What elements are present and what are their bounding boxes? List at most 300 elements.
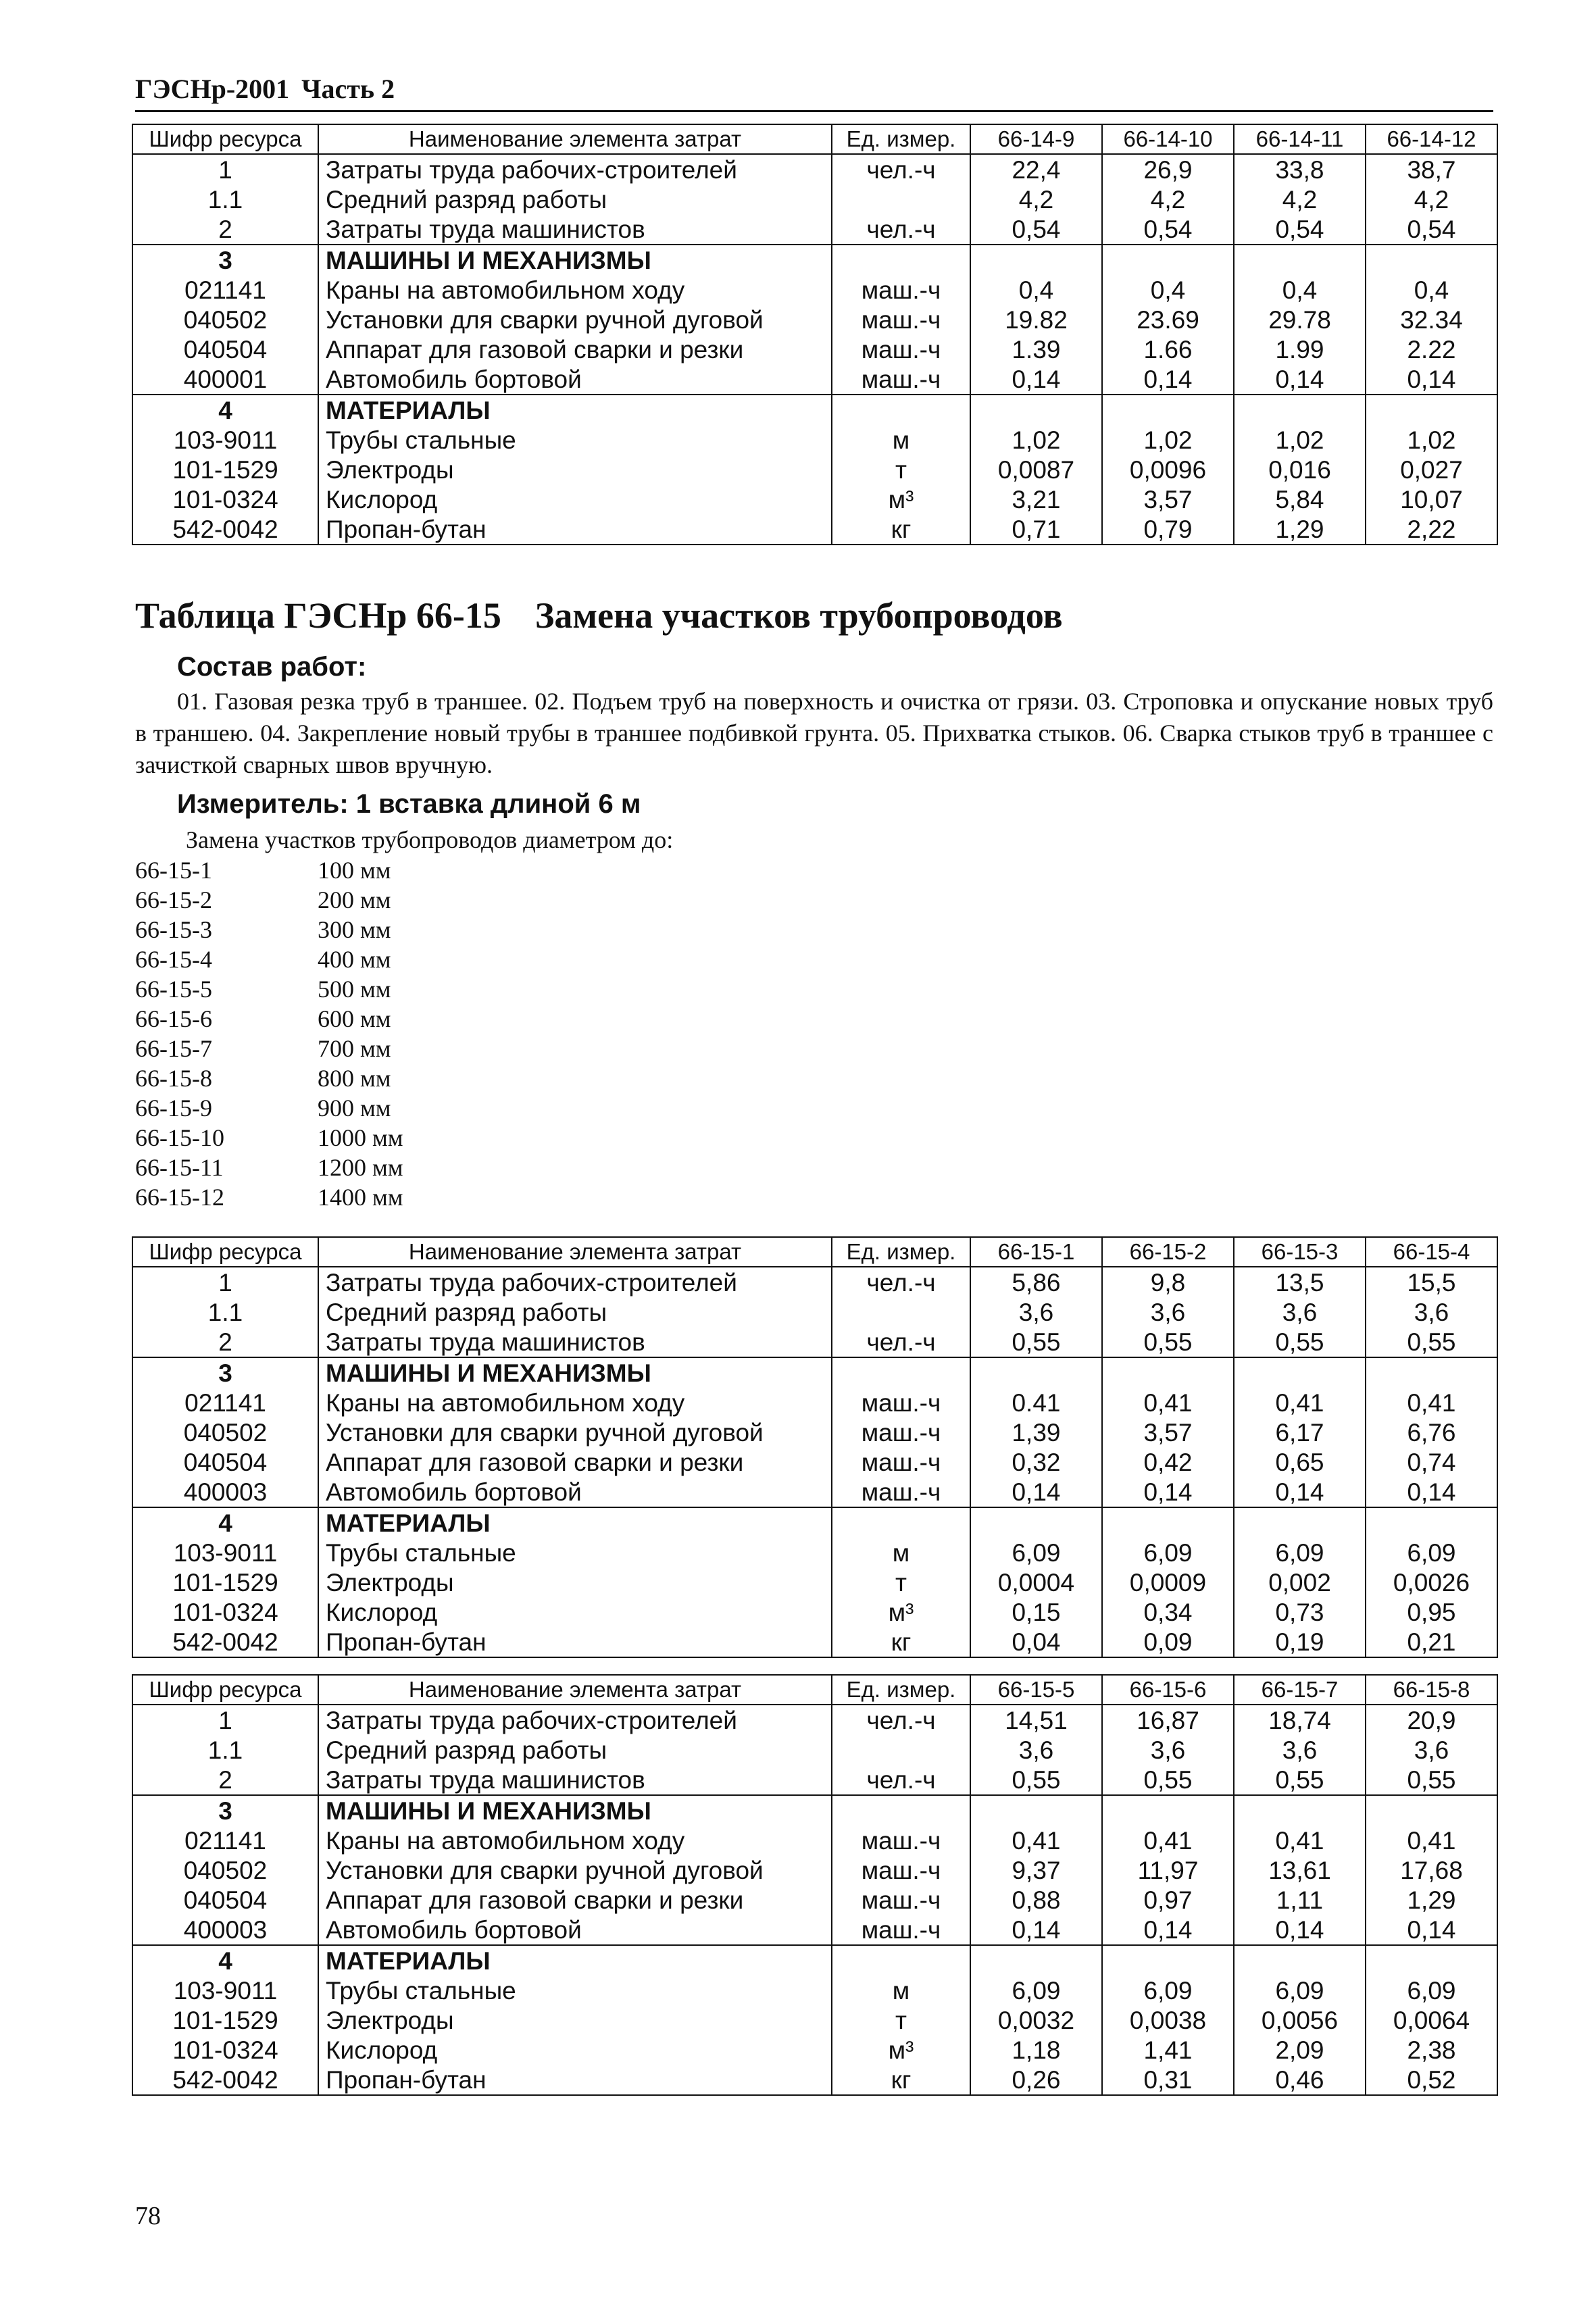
table-row <box>132 364 1497 395</box>
resource-table-66-14 <box>132 124 1498 545</box>
variant-diameter: 1200 мм <box>318 1154 403 1181</box>
unit-cell: маш.-ч <box>832 1826 970 1855</box>
norm-value-cell: 0,14 <box>1102 1477 1234 1507</box>
unit-cell: маш.-ч <box>832 1417 970 1447</box>
norm-value-cell: 0,0056 <box>1234 2005 1366 2035</box>
column-header-unit: Ед. измер. <box>832 124 970 154</box>
norm-value-cell: 3,6 <box>1234 1735 1366 1765</box>
variant-code: 66-15-5 <box>135 976 212 1003</box>
unit-cell: кг <box>832 1627 970 1657</box>
list-item <box>135 1123 541 1153</box>
norm-value-cell: 0,0026 <box>1366 1567 1497 1597</box>
norm-value-cell: 0,4 <box>970 275 1102 305</box>
table-row <box>132 1477 1497 1507</box>
cost-element-cell: Затраты труда рабочих-строителей <box>318 1267 832 1297</box>
unit-cell <box>832 1507 970 1538</box>
variant-code: 66-15-10 <box>135 1124 224 1151</box>
norm-value-cell: 1,29 <box>1366 1885 1497 1915</box>
norm-value-cell: 0,002 <box>1234 1567 1366 1597</box>
table-group-row <box>132 395 1497 425</box>
resource-code-cell: 2 <box>132 1327 318 1357</box>
variant-code: 66-15-9 <box>135 1095 212 1122</box>
norm-value-cell: 0,55 <box>970 1765 1102 1795</box>
unit-cell: маш.-ч <box>832 364 970 395</box>
norm-value-cell: 0,14 <box>970 1477 1102 1507</box>
resource-code-cell: 542-0042 <box>132 1627 318 1657</box>
variant-code: 66-15-1 <box>135 857 212 884</box>
resource-code-cell: 021141 <box>132 275 318 305</box>
unit-cell: чел.-ч <box>832 1327 970 1357</box>
norm-value-cell: 33,8 <box>1234 154 1366 184</box>
norm-value-cell: 0,41 <box>970 1826 1102 1855</box>
unit-cell: кг <box>832 2065 970 2095</box>
norm-value-cell: 1,29 <box>1234 514 1366 545</box>
norm-value-cell: 0,0096 <box>1102 455 1234 484</box>
cost-element-cell: Краны на автомобильном ходу <box>318 275 832 305</box>
resource-code-cell: 103-9011 <box>132 1538 318 1567</box>
norm-value-cell: 17,68 <box>1366 1855 1497 1885</box>
cost-element-cell: Средний разряд работы <box>318 184 832 214</box>
cost-element-cell: Затраты труда рабочих-строителей <box>318 154 832 184</box>
norm-value-cell: 0,4 <box>1102 275 1234 305</box>
norm-value-cell: 0,73 <box>1234 1597 1366 1627</box>
cost-element-cell: Пропан-бутан <box>318 2065 832 2095</box>
column-header-norm: 66-14-10 <box>1102 124 1234 154</box>
unit-cell: маш.-ч <box>832 1447 970 1477</box>
unit-cell: м³ <box>832 484 970 514</box>
table-row <box>132 2035 1497 2065</box>
norm-value-cell: 0,97 <box>1102 1885 1234 1915</box>
column-header-code: Шифр ресурса <box>132 1237 318 1267</box>
table-header-row <box>132 1237 1497 1267</box>
resource-code-cell: 040504 <box>132 1885 318 1915</box>
list-item <box>135 1153 541 1182</box>
variant-code: 66-15-11 <box>135 1154 224 1181</box>
cost-element-cell: Электроды <box>318 455 832 484</box>
table-row <box>132 1826 1497 1855</box>
unit-cell: м³ <box>832 1597 970 1627</box>
norm-value-cell: 1,02 <box>970 425 1102 455</box>
norm-value-cell <box>970 1945 1102 1976</box>
column-header-norm: 66-15-3 <box>1234 1237 1366 1267</box>
unit-cell: маш.-ч <box>832 1388 970 1417</box>
table-row <box>132 2005 1497 2035</box>
resource-code-cell: 400001 <box>132 364 318 395</box>
resource-code-cell: 400003 <box>132 1477 318 1507</box>
unit-cell: маш.-ч <box>832 305 970 334</box>
table-row <box>132 1976 1497 2005</box>
cost-element-cell: Кислород <box>318 484 832 514</box>
table-row <box>132 334 1497 364</box>
norm-value-cell: 0,34 <box>1102 1597 1234 1627</box>
table-row <box>132 154 1497 184</box>
norm-value-cell <box>1234 1945 1366 1976</box>
norm-value-cell <box>970 1795 1102 1826</box>
table-row <box>132 1417 1497 1447</box>
norm-value-cell: 1.99 <box>1234 334 1366 364</box>
table-row <box>132 1538 1497 1567</box>
norm-value-cell: 1,18 <box>970 2035 1102 2065</box>
norm-value-cell: 0,55 <box>1234 1765 1366 1795</box>
unit-cell: т <box>832 2005 970 2035</box>
norm-value-cell: 0,0087 <box>970 455 1102 484</box>
column-header-name: Наименование элемента затрат <box>318 1675 832 1705</box>
unit-cell: чел.-ч <box>832 154 970 184</box>
unit-cell: маш.-ч <box>832 1477 970 1507</box>
resource-table-66-15-1-4 <box>132 1236 1498 1658</box>
unit-cell: чел.-ч <box>832 1705 970 1735</box>
variant-diameter: 100 мм <box>318 857 391 884</box>
norm-value-cell: 0,55 <box>1366 1765 1497 1795</box>
unit-cell: маш.-ч <box>832 1915 970 1945</box>
norm-value-cell: 3,6 <box>1102 1297 1234 1327</box>
norm-value-cell: 18,74 <box>1234 1705 1366 1735</box>
norm-value-cell: 1,02 <box>1234 425 1366 455</box>
column-header-norm: 66-15-2 <box>1102 1237 1234 1267</box>
norm-value-cell <box>1366 1507 1497 1538</box>
cost-element-cell: Пропан-бутан <box>318 514 832 545</box>
norm-value-cell: 0,14 <box>1234 1477 1366 1507</box>
norm-value-cell: 10,07 <box>1366 484 1497 514</box>
norm-value-cell: 0,21 <box>1366 1627 1497 1657</box>
norm-value-cell: 26,9 <box>1102 154 1234 184</box>
unit-cell <box>832 1945 970 1976</box>
norm-value-cell: 0,09 <box>1102 1627 1234 1657</box>
section-title-prefix: Таблица ГЭСНр 66-15 <box>135 595 501 636</box>
resource-code-cell: 1 <box>132 154 318 184</box>
resource-code-cell: 101-1529 <box>132 455 318 484</box>
norm-value-cell: 0,54 <box>970 214 1102 245</box>
norm-value-cell: 2,09 <box>1234 2035 1366 2065</box>
cost-element-cell: Установки для сварки ручной дуговой <box>318 1417 832 1447</box>
table-header-row <box>132 124 1497 154</box>
norm-value-cell <box>970 245 1102 275</box>
cost-element-cell: МАШИНЫ И МЕХАНИЗМЫ <box>318 245 832 275</box>
column-header-norm: 66-15-8 <box>1366 1675 1497 1705</box>
norm-value-cell: 6,09 <box>1102 1538 1234 1567</box>
cost-element-cell: Автомобиль бортовой <box>318 364 832 395</box>
cost-element-cell: Кислород <box>318 1597 832 1627</box>
norm-value-cell <box>1234 1795 1366 1826</box>
norm-value-cell: 0,46 <box>1234 2065 1366 2095</box>
norm-value-cell: 9,8 <box>1102 1267 1234 1297</box>
cost-element-cell: МАТЕРИАЛЫ <box>318 1945 832 1976</box>
variant-diameter: 200 мм <box>318 886 391 913</box>
resource-code-cell: 103-9011 <box>132 1976 318 2005</box>
resource-code-cell: 021141 <box>132 1388 318 1417</box>
table-group-row <box>132 1795 1497 1826</box>
norm-value-cell: 13,61 <box>1234 1855 1366 1885</box>
norm-value-cell: 0,4 <box>1234 275 1366 305</box>
table-group-row <box>132 1357 1497 1388</box>
variant-diameter: 800 мм <box>318 1065 391 1092</box>
table-row <box>132 1567 1497 1597</box>
norm-value-cell: 0,74 <box>1366 1447 1497 1477</box>
column-header-norm: 66-14-12 <box>1366 124 1497 154</box>
unit-cell: м <box>832 425 970 455</box>
table-header-row <box>132 1675 1497 1705</box>
cost-element-cell: Кислород <box>318 2035 832 2065</box>
section-title-name: Замена участков трубопроводов <box>534 595 1063 636</box>
norm-value-cell: 29.78 <box>1234 305 1366 334</box>
table-row <box>132 1327 1497 1357</box>
table-group-row <box>132 1507 1497 1538</box>
norm-value-cell <box>1102 1507 1234 1538</box>
norm-value-cell: 0,55 <box>1234 1327 1366 1357</box>
unit-cell: чел.-ч <box>832 1267 970 1297</box>
norm-value-cell: 4,2 <box>1102 184 1234 214</box>
norm-value-cell: 2,38 <box>1366 2035 1497 2065</box>
diameter-intro: Замена участков трубопроводов диаметром до: <box>186 826 674 853</box>
table-row <box>132 514 1497 545</box>
table-row <box>132 1705 1497 1735</box>
variant-code: 66-15-3 <box>135 916 212 943</box>
column-header-norm: 66-15-7 <box>1234 1675 1366 1705</box>
table-row <box>132 214 1497 245</box>
norm-value-cell: 0,15 <box>970 1597 1102 1627</box>
resource-code-cell: 400003 <box>132 1915 318 1945</box>
variant-diameter: 700 мм <box>318 1035 391 1062</box>
column-header-norm: 66-15-6 <box>1102 1675 1234 1705</box>
cost-element-cell: Средний разряд работы <box>318 1735 832 1765</box>
norm-value-cell <box>1102 1795 1234 1826</box>
cost-element-cell: Автомобиль бортовой <box>318 1477 832 1507</box>
norm-value-cell: 6,09 <box>970 1538 1102 1567</box>
norm-value-cell: 0,41 <box>1234 1826 1366 1855</box>
norm-value-cell: 0,14 <box>1366 1477 1497 1507</box>
measure-unit: Измеритель: 1 вставка длиной 6 м <box>177 789 641 819</box>
cost-element-cell: Затраты труда машинистов <box>318 1327 832 1357</box>
norm-value-cell: 0,14 <box>1102 364 1234 395</box>
table-row <box>132 1855 1497 1885</box>
norm-value-cell: 1,11 <box>1234 1885 1366 1915</box>
table-row <box>132 1297 1497 1327</box>
norm-value-cell: 0,88 <box>970 1885 1102 1915</box>
norm-value-cell: 3,6 <box>1366 1735 1497 1765</box>
resource-table-66-15-5-8 <box>132 1674 1498 2096</box>
work-composition-text: 01. Газовая резка труб в траншее. 02. Подъем труб на поверхность и очистка от грязи. 03. Строповка и опускание новых труб в траншею. 04. Закрепление новый трубы в траншее подбивкой грунта. 05. Прихватка стыков. 06. Сварка стыков труб в траншее с зачисткой сварных швов вручную. <box>135 688 1493 778</box>
norm-value-cell: 6,09 <box>1102 1976 1234 2005</box>
cost-element-cell: МАТЕРИАЛЫ <box>318 1507 832 1538</box>
column-header-code: Шифр ресурса <box>132 124 318 154</box>
norm-value-cell: 0,32 <box>970 1447 1102 1477</box>
norm-value-cell: 0,41 <box>1366 1826 1497 1855</box>
norm-value-cell: 0,0032 <box>970 2005 1102 2035</box>
cost-element-cell: Краны на автомобильном ходу <box>318 1388 832 1417</box>
section-title <box>135 595 1063 636</box>
table-row <box>132 2065 1497 2095</box>
norm-value-cell: 0,79 <box>1102 514 1234 545</box>
norm-value-cell: 0,54 <box>1234 214 1366 245</box>
cost-element-cell: МАТЕРИАЛЫ <box>318 395 832 425</box>
resource-code-cell: 4 <box>132 395 318 425</box>
column-header-name: Наименование элемента затрат <box>318 124 832 154</box>
norm-value-cell: 0,0009 <box>1102 1567 1234 1597</box>
table-row <box>132 305 1497 334</box>
variant-diameter: 300 мм <box>318 916 391 943</box>
column-header-norm: 66-15-4 <box>1366 1237 1497 1267</box>
column-header-norm: 66-15-1 <box>970 1237 1102 1267</box>
resource-code-cell: 1.1 <box>132 1735 318 1765</box>
norm-value-cell: 0,65 <box>1234 1447 1366 1477</box>
list-item <box>135 1004 541 1034</box>
norm-value-cell: 0,55 <box>1366 1327 1497 1357</box>
table-row <box>132 1267 1497 1297</box>
resource-code-cell: 2 <box>132 214 318 245</box>
variant-code: 66-15-4 <box>135 946 212 973</box>
norm-value-cell: 0,0064 <box>1366 2005 1497 2035</box>
unit-cell <box>832 245 970 275</box>
norm-value-cell: 9,37 <box>970 1855 1102 1885</box>
norm-value-cell <box>1234 395 1366 425</box>
column-header-norm: 66-14-9 <box>970 124 1102 154</box>
cost-element-cell: Аппарат для газовой сварки и резки <box>318 1885 832 1915</box>
table-row <box>132 425 1497 455</box>
norm-value-cell <box>1366 1357 1497 1388</box>
resource-code-cell: 101-1529 <box>132 2005 318 2035</box>
resource-code-cell: 3 <box>132 245 318 275</box>
norm-value-cell: 0,14 <box>970 1915 1102 1945</box>
norm-value-cell: 1,02 <box>1366 425 1497 455</box>
column-header-norm: 66-14-11 <box>1234 124 1366 154</box>
table-row <box>132 1915 1497 1945</box>
table-row <box>132 1885 1497 1915</box>
table-row <box>132 1765 1497 1795</box>
norm-value-cell: 0,4 <box>1366 275 1497 305</box>
norm-value-cell: 0,26 <box>970 2065 1102 2095</box>
variant-code: 66-15-12 <box>135 1184 224 1211</box>
norm-value-cell <box>1234 1507 1366 1538</box>
norm-value-cell: 0,55 <box>1102 1765 1234 1795</box>
resource-code-cell: 021141 <box>132 1826 318 1855</box>
table-row <box>132 275 1497 305</box>
norm-value-cell: 0,71 <box>970 514 1102 545</box>
norm-value-cell: 0,55 <box>1102 1327 1234 1357</box>
norm-value-cell: 14,51 <box>970 1705 1102 1735</box>
resource-code-cell: 040502 <box>132 305 318 334</box>
norm-value-cell: 4,2 <box>970 184 1102 214</box>
norm-value-cell: 3,57 <box>1102 484 1234 514</box>
table-row <box>132 1735 1497 1765</box>
column-header-unit: Ед. измер. <box>832 1675 970 1705</box>
norm-value-cell: 0,42 <box>1102 1447 1234 1477</box>
unit-cell: маш.-ч <box>832 1855 970 1885</box>
list-item <box>135 1063 541 1093</box>
table-row <box>132 484 1497 514</box>
unit-cell: т <box>832 455 970 484</box>
norm-value-cell: 20,9 <box>1366 1705 1497 1735</box>
unit-cell: м <box>832 1538 970 1567</box>
norm-value-cell: 0,41 <box>1102 1388 1234 1417</box>
cost-element-cell: Пропан-бутан <box>318 1627 832 1657</box>
norm-value-cell: 19.82 <box>970 305 1102 334</box>
norm-value-cell: 0,54 <box>1366 214 1497 245</box>
column-header-unit: Ед. измер. <box>832 1237 970 1267</box>
unit-cell: м³ <box>832 2035 970 2065</box>
norm-value-cell: 5,86 <box>970 1267 1102 1297</box>
cost-element-cell: МАШИНЫ И МЕХАНИЗМЫ <box>318 1795 832 1826</box>
norm-value-cell <box>1234 245 1366 275</box>
resource-code-cell: 101-1529 <box>132 1567 318 1597</box>
cost-element-cell: Трубы стальные <box>318 1976 832 2005</box>
resource-code-cell: 542-0042 <box>132 514 318 545</box>
page-number: 78 <box>135 2202 161 2230</box>
norm-value-cell <box>1366 1795 1497 1826</box>
table-row <box>132 455 1497 484</box>
norm-value-cell: 4,2 <box>1234 184 1366 214</box>
norm-value-cell <box>1366 395 1497 425</box>
norm-value-cell: 0,14 <box>1366 1915 1497 1945</box>
resource-code-cell: 3 <box>132 1357 318 1388</box>
cost-element-cell: МАШИНЫ И МЕХАНИЗМЫ <box>318 1357 832 1388</box>
column-header-norm: 66-15-5 <box>970 1675 1102 1705</box>
cost-element-cell: Затраты труда рабочих-строителей <box>318 1705 832 1735</box>
norm-value-cell: 15,5 <box>1366 1267 1497 1297</box>
norm-value-cell: 6,17 <box>1234 1417 1366 1447</box>
norm-value-cell: 6,09 <box>1366 1538 1497 1567</box>
unit-cell <box>832 1795 970 1826</box>
resource-code-cell: 1 <box>132 1267 318 1297</box>
norm-value-cell: 0,04 <box>970 1627 1102 1657</box>
cost-element-cell: Трубы стальные <box>318 425 832 455</box>
resource-code-cell: 040504 <box>132 1447 318 1477</box>
table-row <box>132 1597 1497 1627</box>
cost-element-cell: Затраты труда машинистов <box>318 1765 832 1795</box>
cost-element-cell: Краны на автомобильном ходу <box>318 1826 832 1855</box>
norm-value-cell: 1,02 <box>1102 425 1234 455</box>
resource-code-cell: 101-0324 <box>132 1597 318 1627</box>
cost-element-cell: Трубы стальные <box>318 1538 832 1567</box>
norm-value-cell: 3,57 <box>1102 1417 1234 1447</box>
norm-value-cell: 0,95 <box>1366 1597 1497 1627</box>
norm-value-cell: 1.39 <box>970 334 1102 364</box>
table-group-row <box>132 245 1497 275</box>
unit-cell <box>832 184 970 214</box>
resource-code-cell: 542-0042 <box>132 2065 318 2095</box>
list-item <box>135 1034 541 1063</box>
resource-code-cell: 1 <box>132 1705 318 1735</box>
norm-value-cell: 3,6 <box>1102 1735 1234 1765</box>
unit-cell: чел.-ч <box>832 1765 970 1795</box>
resource-code-cell: 4 <box>132 1507 318 1538</box>
norm-value-cell: 0,027 <box>1366 455 1497 484</box>
norm-value-cell: 0,016 <box>1234 455 1366 484</box>
cost-element-cell: Установки для сварки ручной дуговой <box>318 1855 832 1885</box>
norm-value-cell: 11,97 <box>1102 1855 1234 1885</box>
norm-value-cell <box>970 395 1102 425</box>
list-item <box>135 855 541 885</box>
variant-code: 66-15-2 <box>135 886 212 913</box>
resource-code-cell: 4 <box>132 1945 318 1976</box>
norm-value-cell: 6,09 <box>1234 1538 1366 1567</box>
table-row <box>132 1627 1497 1657</box>
norm-value-cell: 4,2 <box>1366 184 1497 214</box>
unit-cell: чел.-ч <box>832 214 970 245</box>
norm-value-cell <box>1366 1945 1497 1976</box>
work-composition-heading: Состав работ: <box>177 652 367 682</box>
norm-value-cell <box>1234 1357 1366 1388</box>
list-item <box>135 974 541 1004</box>
unit-cell <box>832 1735 970 1765</box>
cost-element-cell: Автомобиль бортовой <box>318 1915 832 1945</box>
norm-value-cell: 0,55 <box>970 1327 1102 1357</box>
norm-value-cell <box>1102 1945 1234 1976</box>
cost-element-cell: Аппарат для газовой сварки и резки <box>318 334 832 364</box>
list-item <box>135 945 541 974</box>
resource-code-cell: 103-9011 <box>132 425 318 455</box>
resource-code-cell: 1.1 <box>132 184 318 214</box>
list-item <box>135 1182 541 1212</box>
